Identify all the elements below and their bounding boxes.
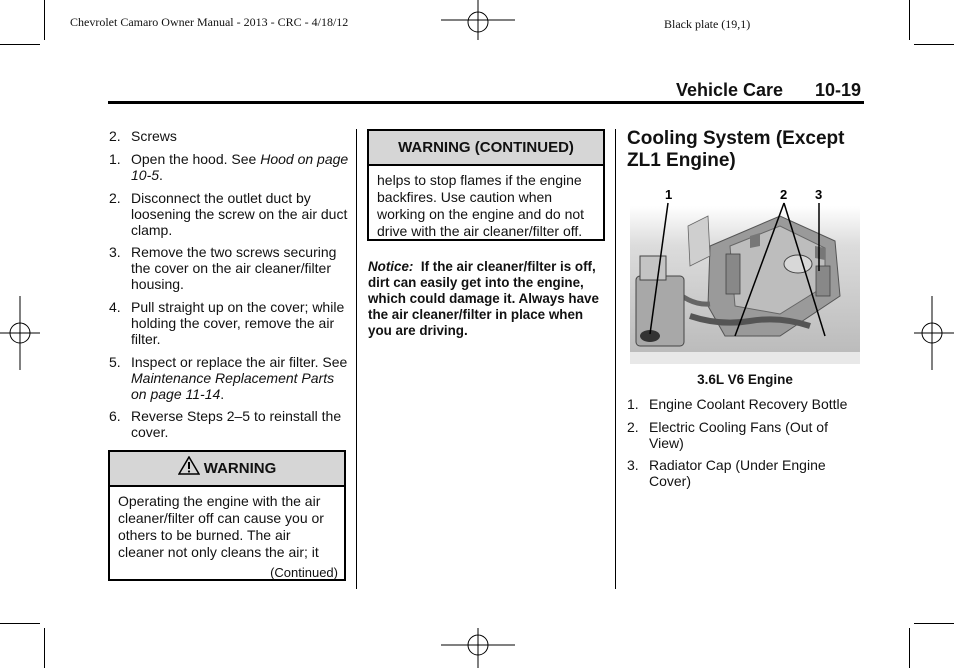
step-text: Screws [131,128,177,144]
crop-mark [909,628,910,668]
step-number: 3. [109,244,121,260]
step-text: Open the hood. See Hood on page 10-5. [131,151,349,183]
crop-mark [44,628,45,668]
crop-mark [0,44,40,45]
step-number: 2. [109,190,121,206]
step-number: 5. [109,354,121,370]
cross-reference-link[interactable]: Maintenance Replacement Parts on page 11-14 [131,370,335,402]
notice-label: Notice: [368,259,414,274]
legend-text: Engine Coolant Recovery Bottle [649,396,848,412]
figure-callout-1: 1 [665,187,673,202]
print-header-left: Chevrolet Camaro Owner Manual - 2013 - CRC - 4/18/12 [70,15,349,29]
registration-mark [441,628,515,668]
print-header-right: Black plate (19,1) [664,17,751,31]
column-divider [615,129,616,589]
registration-mark [0,296,40,370]
crop-mark [914,623,954,624]
notice-text: If the air cleaner/filter is off, dirt can easily get into the engine, which could damage it. Always have the air cleaner/filter in place when you are driving. [368,259,599,338]
figure-callout-2: 2 [780,187,788,202]
registration-mark [441,0,515,40]
step-text: Reverse Steps 2–5 to reinstall the cover. [131,408,342,440]
warning-header: WARNING (CONTINUED) [369,131,603,166]
crop-mark [909,0,910,40]
crop-mark [0,623,40,624]
registration-mark [914,296,954,370]
column-divider [356,129,357,589]
warning-continued-box [367,129,605,241]
section-heading: Cooling System (Except ZL1 Engine) [627,128,845,171]
warning-title: WARNING [203,460,277,477]
warning-box [108,450,346,581]
warning-body: helps to stop flames if the engine backfires. Use caution when working on the engine and do not drive with the air cleaner/filter off. [377,172,585,239]
crop-mark [44,0,45,40]
legend-number: 2. [627,419,639,435]
warning-body: Operating the engine with the air cleaner/filter off can cause you or others to be burned. The air cleaner not only cleans the air; it [118,493,324,560]
figure-caption: 3.6L V6 Engine [697,372,793,387]
notice-paragraph [368,259,600,339]
legend-number: 1. [627,396,639,412]
step-text: Pull straight up on the cover; while holding the cover, remove the air filter. [131,299,345,347]
crop-mark [914,44,954,45]
step-text: Inspect or replace the air filter. See Maintenance Replacement Parts on page 11-14. [131,354,348,402]
legend-number: 3. [627,457,639,473]
step-number: 4. [109,299,121,315]
continued-label: (Continued) [270,565,338,580]
warning-header [110,452,344,487]
header-rule [108,101,864,104]
running-head-section: Vehicle Care [676,80,784,100]
step-text: Disconnect the outlet duct by loosening the screw on the air duct clamp. [131,190,348,238]
warning-triangle-icon [178,456,200,475]
step-number: 1. [109,151,121,167]
figure-callout-3: 3 [815,187,823,202]
step-number: 6. [109,408,121,424]
page-number: 10-19 [815,80,862,100]
cross-reference-link[interactable]: Hood on page 10-5 [131,151,349,183]
engine-illustration [630,186,860,364]
step-text: Remove the two screws securing the cover on the air cleaner/filter housing. [131,244,337,292]
step-number: 2. [109,128,121,144]
legend-text: Electric Cooling Fans (Out of View) [649,419,828,451]
legend-text: Radiator Cap (Under Engine Cover) [649,457,826,489]
